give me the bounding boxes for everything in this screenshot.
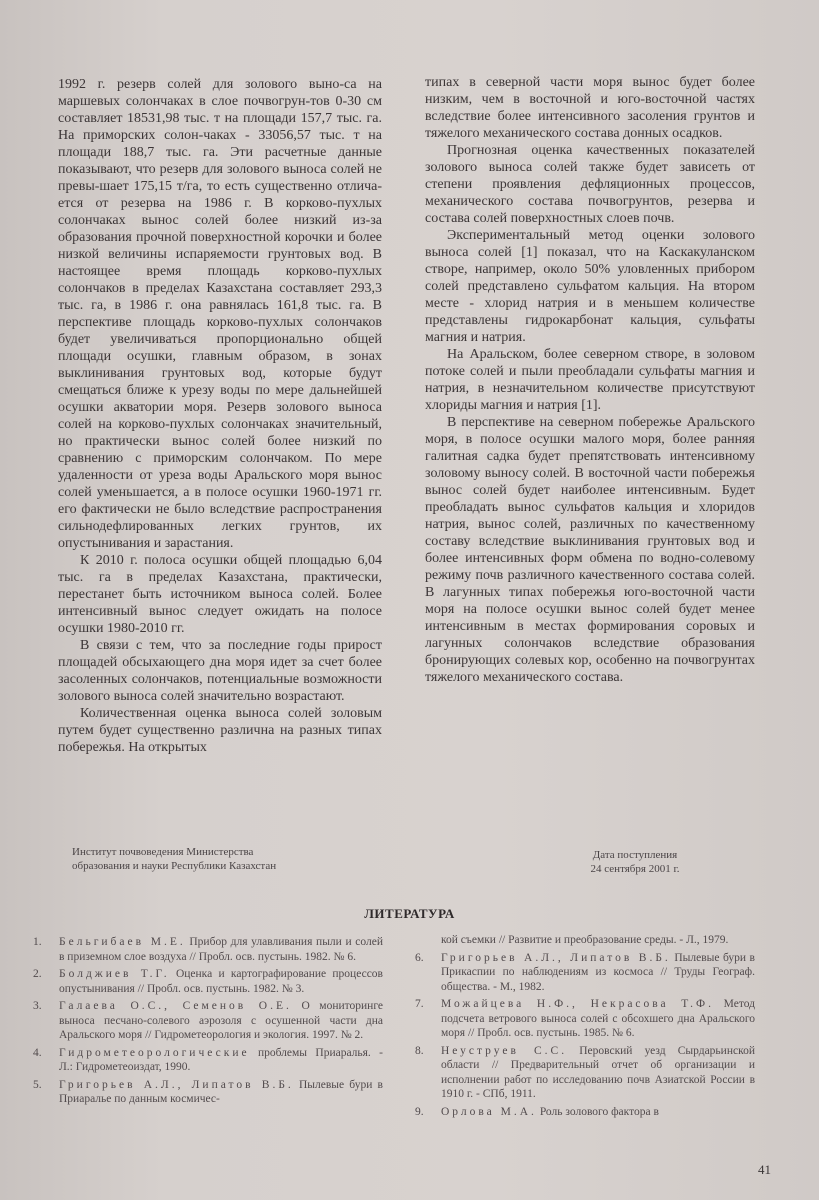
reference-text: проблемы Приаралья. - Л.: Гидрометеоиздат, 1990. xyxy=(59,1046,383,1073)
reference-item xyxy=(33,1046,383,1075)
paragraph: В перспективе на северном побережье Аральского моря, в полосе осушки малого моря, более ранняя галитная садка будет препятствовать интенсивному золовому выносу солей. В восточной части побережья вынос солей будет наиболее интенсивным. Будет преобладать вынос сульфатов кальция и хлоридов натрия, вынос солей, различных по качественному составу вследствие выклинивания грунтовых вод и более интенсивных форм обмена по водно-солевому режиму почв различного качественного состава солей. В лагунных типах побережья юго-восточной части моря на полосе осушки вынос солей будет менее интенсивным в местах формирования соровых и лагунных солончаков вследствие образования бронирующих солевых кор, особенно на почвогрунтах тяжелого механического состава. xyxy=(425,415,755,685)
reference-number: 3. xyxy=(33,1000,42,1012)
references-left-column xyxy=(33,935,383,1110)
reference-text: Метод подсчета ветрового выноса солей с обсохшего дна Аральского моря // Пробл. осв. пустынь. 1985. № 6. xyxy=(441,998,756,1039)
reference-number: 7. xyxy=(415,998,424,1010)
reference-item xyxy=(415,951,755,995)
reference-author: Болджиев Т.Г. xyxy=(59,968,170,980)
references-right-column xyxy=(415,933,755,1122)
reference-number: 4. xyxy=(33,1046,42,1059)
reference-author: Григорьев А.Л., Липатов В.Б. xyxy=(441,951,671,964)
reference-number: 6. xyxy=(415,951,424,964)
reference-text: Перовский уезд Сырдарьинской области // Предварительный отчет об организации и исполнении работ по исследованию почв Азиатской России в 1910 г. - СПб, 1911. xyxy=(441,1044,755,1100)
reference-item xyxy=(415,997,755,1041)
author-affiliation xyxy=(72,845,372,873)
reference-text: Пылевые бури в Приаралье по данным космичес- xyxy=(59,1078,383,1105)
reference-number: 2. xyxy=(33,968,42,980)
paragraph: На Аральском, более северном створе, в золовом потоке солей и пыли преобладали сульфаты магния и натрия, в незначительном количестве присутствуют хлориды магния и натрия [1]. xyxy=(425,347,755,413)
reference-item xyxy=(415,1044,755,1102)
affiliation-line: образования и науки Республики Казахстан xyxy=(72,860,277,872)
reference-text: Прибор для улавливания пыли и солей в приземном слое воздуха // Пробл. осв. пустынь. 1982. № 6. xyxy=(59,936,383,963)
reference-text: Пылевые бури в Прикаспии по наблюдениям из космоса // Труды Географ. общества. - М., 1982. xyxy=(441,951,755,993)
paragraph: Количественная оценка выноса солей золовым путем будет существенно различна на разных типах побережья. На открытых xyxy=(58,706,382,755)
left-text-column xyxy=(58,76,382,756)
reference-item xyxy=(415,1105,755,1120)
paragraph: 1992 г. резерв солей для золового выно-са на маршевых солончаках в слое почвогрун-тов 0-30 см составляет 18531,98 тыс. т на площади 157,7 тыс. га. На приморских солон-чаках - 33056,57 тыс. т на площади 188,7 тыс. га. Эти расчетные данные показывают, что резерв для золового выноса солей не превы-шает 175,15 т/га, то есть существенно отлича-ется от резерва на 1986 г. В корково-пухлых солончаках вынос солей более низкий из-за образования прочной поверхностной корочки и более низкой величины испаряемости грунтовых вод. В настоящее время площадь корково-пухлых солончаков в пределах Казахстана составляет 293,3 тыс. га, в 1986 г. она равнялась 161,8 тыс. га. В перспективе площадь корково-пухлых солончаков будет увеличиваться пропорционально общей площади осушки, главным образом, в зонах выклинивания грунтовых вод, которые будут смещаться ближе к урезу воды по мере дальнейшей осушки акватории моря. Резерв золового выноса солей на корково-пухлых солончаках значительный, но практически вынос солей более низкий по сравнению с приморским солончаком. По мере удаленности от уреза воды Аральского моря вынос солей уменьшается, а в полосе осушки 1960-1971 гг. его фактически не было вследствие распространения сильнодефлированных легких грунтов, их опустынивания и зарастания. xyxy=(58,77,382,551)
reference-author: Можайцева Н.Ф., Некрасова Т.Ф. xyxy=(441,998,715,1010)
reference-item xyxy=(33,967,383,996)
reference-author: Орлова М.А. xyxy=(441,1105,537,1118)
reference-number: 5. xyxy=(33,1078,42,1091)
paragraph: Прогнозная оценка качественных показателей золового выноса солей также будет зависеть от степени проявления дефляционных процессов, механического состава почвогрунтов, резерва и состава солей поверхностных слоев почв. xyxy=(425,143,755,226)
received-label: Дата поступления xyxy=(592,849,678,861)
affiliation-line: Институт почвоведения Министерства xyxy=(72,846,254,858)
reference-item xyxy=(33,999,383,1043)
reference-text: Роль золового фактора в xyxy=(536,1105,659,1118)
paragraph: К 2010 г. полоса осушки общей площадью 6,04 тыс. га в пределах Казахстана, практически, перестанет быть источником выноса солей. Более интенсивный вынос следует ожидать на полосе осушки 1980-2010 гг. xyxy=(58,553,382,636)
received-date xyxy=(560,848,710,876)
references-heading: ЛИТЕРАТУРА xyxy=(364,906,455,921)
reference-number: 1. xyxy=(33,936,42,948)
paragraph: типах в северной части моря вынос будет более низким, чем в восточной и юго-восточной частях вследствие более интенсивного засоления грунтов и тяжелого механического состава донных осадков. xyxy=(425,75,755,141)
reference-text: О мониторинге выноса песчано-солевого аэрозоля с осушенной части дна Аральского моря // Гидрометеорология и экология. 1997. № 2. xyxy=(59,1000,383,1041)
reference-number: 8. xyxy=(415,1044,424,1057)
reference-author: Бельгибаев М.Е. xyxy=(59,936,186,948)
reference-author: Неуструев С.С. xyxy=(441,1044,568,1057)
reference-item xyxy=(33,935,383,964)
reference-author: Григорьев А.Л., Липатов В.Б. xyxy=(59,1078,294,1091)
page-number: 41 xyxy=(758,1162,771,1177)
reference-text: Оценка и картографирование процессов опустынивания // Пробл. осв. пустынь. 1982. № 3. xyxy=(59,968,383,995)
paragraph: В связи с тем, что за последние годы прирост площадей обсыхающего дна моря идет за счет более засоленных солончаков, потенциальные возможности золового выноса солей значительно возрастают. xyxy=(58,638,382,704)
reference-number: 9. xyxy=(415,1105,424,1118)
reference-author: Галаева О.С., Семенов О.Е. xyxy=(59,1000,292,1012)
reference-item xyxy=(33,1078,383,1107)
reference-author: Гидрометеорологические xyxy=(59,1046,250,1059)
paragraph: Экспериментальный метод оценки золового выноса солей [1] показал, что на Каскакуланском створе, например, около 50% уловленных прибором солей представлено сульфатом кальция. На втором месте - хлорид натрия и в меньшем количестве представлены гидрокарбонат кальция, сульфаты магния и натрия. xyxy=(425,228,755,345)
received-value: 24 сентября 2001 г. xyxy=(590,863,680,875)
right-text-column xyxy=(425,74,755,686)
reference-continuation: кой съемки // Развитие и преобразование среды. - Л., 1979. xyxy=(441,934,729,946)
